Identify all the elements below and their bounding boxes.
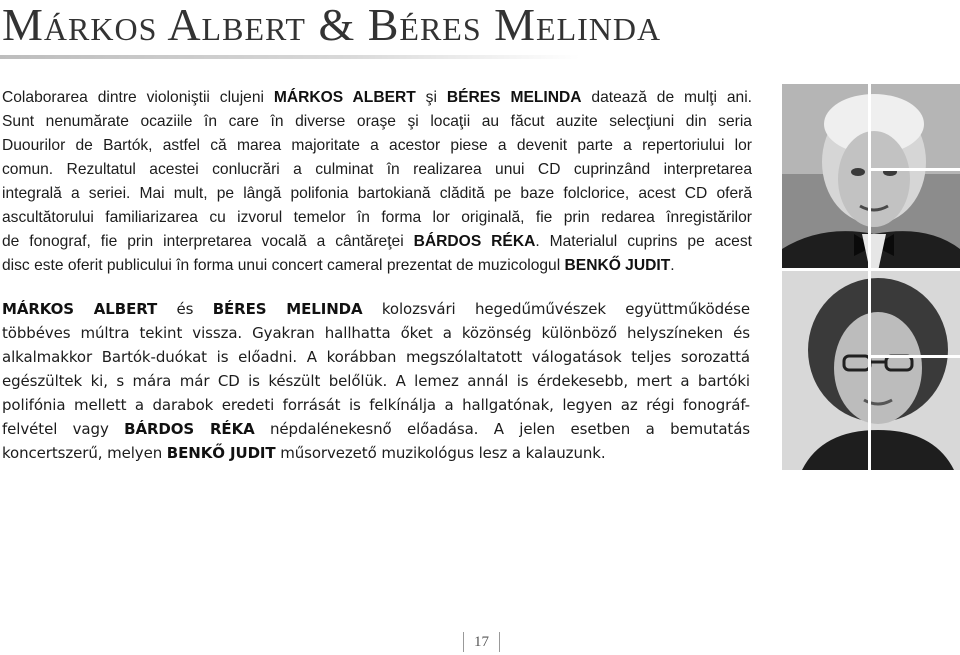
text-segment: . [670, 257, 675, 274]
text-segment: és [157, 300, 213, 318]
collage-divider [868, 84, 871, 470]
name-highlight: BÁRDOS RÉKA [124, 420, 255, 438]
text-segment: többéves múltra tekint vissza. Gyakran hallhatta őket a közönség különböző helyszíneken és [2, 324, 750, 342]
text-line [2, 158, 752, 182]
text-line [2, 417, 750, 441]
collage-divider [868, 168, 960, 171]
name-highlight: MÁRKOS ALBERT [2, 300, 158, 318]
page-number-value: 17 [474, 633, 489, 650]
text-line [2, 369, 750, 393]
text-line [2, 254, 752, 278]
text-line [2, 134, 752, 158]
paragraph-romanian [2, 86, 752, 278]
name-highlight: MÁRKOS ALBERT [273, 89, 416, 106]
text-segment: şi [415, 89, 447, 106]
text-segment: ascultătorului familiarizarea cu izvorul temelor în forma lor originală, fie prin redarea înregistărilor [2, 209, 752, 226]
text-segment: de fonograf, fie prin interpretarea vocală a cântăreţei [2, 233, 414, 250]
portrait-man-image [782, 84, 960, 290]
page-number-divider [463, 632, 464, 652]
name-highlight: BENKŐ JUDIT [166, 444, 276, 462]
name-highlight: BENKŐ JUDIT [564, 257, 671, 274]
text-segment: polifónia mellett a darabok eredeti forrását is felkínálja a hallgatónak, legyen az régi fonográf- [2, 396, 750, 414]
text-segment: integrală a seriei. Mai mult, pe lângă polifonia bartokiană clădită pe baze folclorice, acest CD oferă [2, 185, 752, 202]
text-segment: műsorvezető muzikológus lesz a kalauzunk. [275, 444, 606, 462]
text-line [2, 110, 752, 134]
text-segment: felvétel vagy [2, 420, 125, 438]
page-title: Márkos Albert & Béres Melinda [2, 0, 662, 50]
name-highlight: BÉRES MELINDA [446, 89, 582, 106]
collage-divider [868, 355, 960, 358]
paragraph-hungarian [2, 297, 750, 465]
photo-markos-albert [782, 84, 960, 290]
text-segment: alkalmakkor Bartók-duókat is előadni. A korábban megszólaltatott válogatások teljes sorozattá [2, 348, 750, 366]
text-segment: comun. Rezultatul acestei conlucrări a culminat în realizarea unui CD cuprinzând interpretarea [2, 161, 752, 178]
text-segment: kolozsvári hegedűművészek együttműködése [362, 300, 751, 318]
text-segment: koncertszerű, melyen [2, 444, 167, 462]
text-segment: Colaborarea dintre violoniştii clujeni [2, 89, 274, 106]
text-segment: Duourilor de Bartók, astfel că marea majoritate a acestor piese a devenit parte a repertoriului lor [2, 137, 752, 154]
text-line [2, 86, 752, 110]
text-line [2, 182, 752, 206]
text-segment: . Materialul cuprins pe acest [535, 233, 752, 250]
text-line [2, 393, 750, 417]
page-number [463, 631, 500, 653]
text-line [2, 441, 750, 465]
text-line [2, 230, 752, 254]
text-segment: datează de mulţi ani. [581, 89, 752, 106]
text-segment: disc este oferit publicului în forma unui concert cameral prezentat de muzicologul [2, 257, 565, 274]
name-highlight: BÉRES MELINDA [212, 300, 363, 318]
text-line [2, 297, 750, 321]
portrait-woman-image [782, 270, 960, 470]
text-line [2, 345, 750, 369]
text-segment: népdalénekesnő előadása. A jelen esetben a bemutatás [254, 420, 750, 438]
text-line [2, 206, 752, 230]
name-highlight: BÁRDOS RÉKA [413, 233, 536, 250]
text-line [2, 321, 750, 345]
text-segment: egészültek ki, s mára már CD is készült belőlük. A lemez annál is érdekesebb, mert a bartóki [2, 372, 750, 390]
title-divider [0, 55, 580, 59]
page-number-divider [499, 632, 500, 652]
collage-divider [782, 268, 960, 271]
photo-beres-melinda [782, 270, 960, 470]
text-segment: Sunt nenumărate ocaziile în care în diverse oraşe şi locaţii au făcut auzite selecţiuni din seria [2, 113, 752, 130]
